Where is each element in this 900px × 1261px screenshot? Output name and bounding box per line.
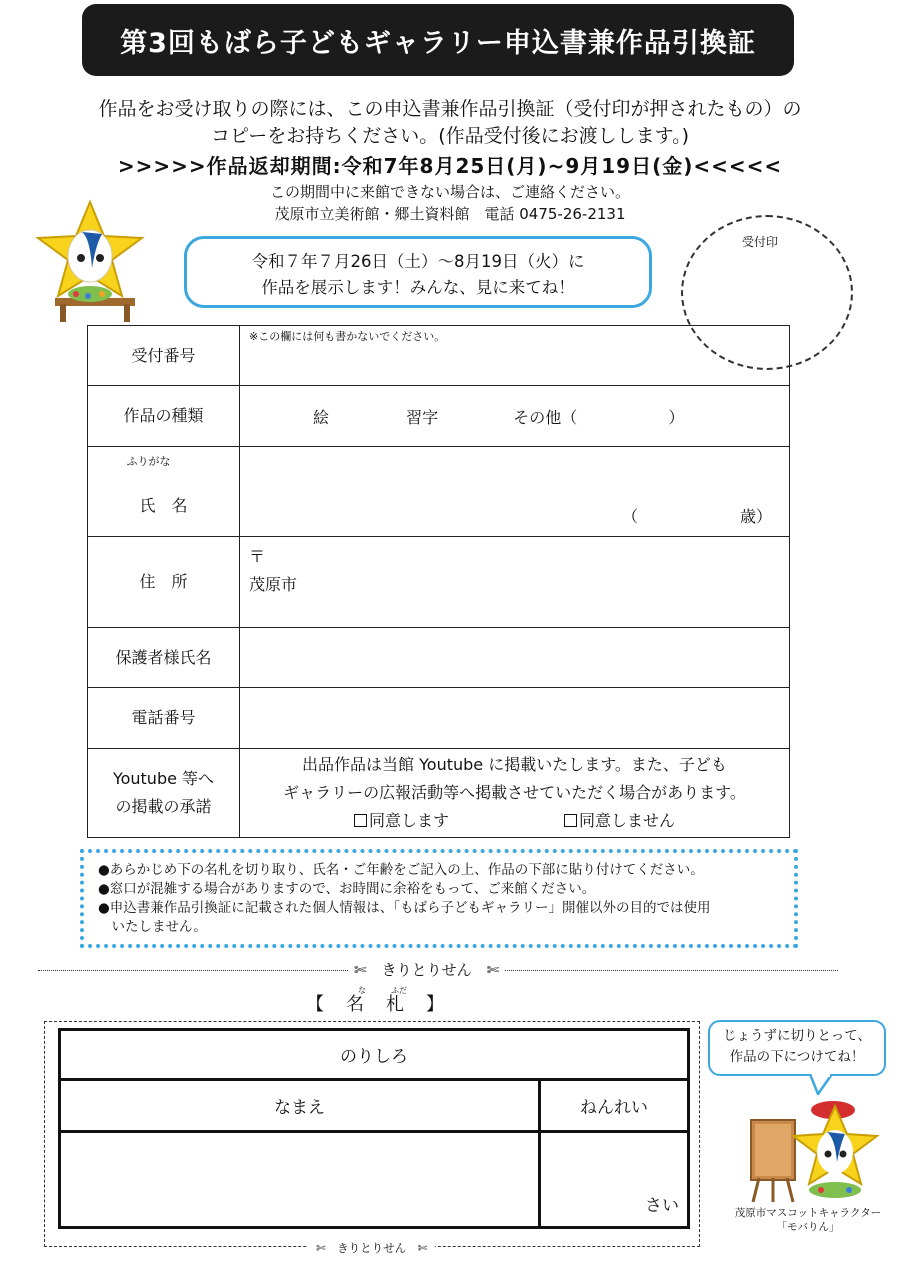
note-item: ●あらかじめ下の名札を切り取り、氏名・ご年齢をご記入の上、作品の下部に貼り付けてください。 <box>98 862 704 878</box>
exhibition-speech-bubble <box>184 236 652 308</box>
type-option-other[interactable]: その他（ <box>513 407 578 427</box>
name-label: 氏 名 <box>139 496 188 515</box>
consent-label-1: Youtube 等へ <box>112 769 215 788</box>
bubble-line-2: 作品を展示します！みんな、見に来てね！ <box>261 278 575 297</box>
cut-tip-speech-bubble <box>708 1020 886 1076</box>
return-period: >>>>>作品返却期間:令和7年8月25日(月)~9月19日(金)<<<<< <box>117 154 783 178</box>
nameplate-name-field[interactable] <box>60 1132 540 1228</box>
bubble-line-1: 令和７年７月26日（土）～8月19日（火）に <box>251 252 585 271</box>
agree-label: 同意します <box>368 811 449 830</box>
note-item: ●窓口が混雑する場合がありますので、お時間に余裕をもって、ご来館ください。 <box>98 881 596 897</box>
stamp-label: 受付印 <box>742 235 779 249</box>
nameplate-age-field[interactable] <box>540 1132 689 1228</box>
caption-line-1: 茂原市マスコットキャラクター <box>734 1207 882 1219</box>
speech2-tail-icon <box>808 1074 838 1096</box>
consent-label-cell <box>88 749 240 838</box>
note-item: ●申込書兼作品引換証に記載された個人情報は、「もばら子どもギャラリー」開催以外の目的では使用 <box>98 900 711 916</box>
city-name: 茂原市 <box>249 575 298 594</box>
agree-checkbox[interactable] <box>354 814 367 827</box>
ruby-na: な <box>358 986 366 995</box>
reception-number-label: 受付番号 <box>88 326 240 386</box>
guardian-name-field[interactable] <box>240 628 790 688</box>
age-heading: ねんれい <box>540 1080 689 1132</box>
note-item: いたしません。 <box>98 919 207 935</box>
page-title: 第3回もばら子どもギャラリー申込書兼作品引換証 <box>82 4 794 76</box>
mascot-easel-icon <box>745 1100 885 1204</box>
reception-note: ※この欄には何も書かないでください。 <box>249 330 446 343</box>
contact-note: この期間中に来館できない場合は、ご連絡ください。 <box>269 183 630 201</box>
phone-field[interactable] <box>240 688 790 749</box>
cut-label: ✄ きりとりせん ✄ <box>348 959 505 980</box>
mascot-caption <box>726 1206 890 1234</box>
type-option-calligraphy[interactable]: 習字 <box>406 407 439 427</box>
bottom-cut-label: ✄ きりとりせん ✄ <box>308 1240 435 1256</box>
disagree-option[interactable] <box>564 811 675 830</box>
address-field[interactable] <box>240 537 790 628</box>
notes-box <box>80 849 798 948</box>
caption-line-2: 「モバりん」 <box>776 1221 840 1233</box>
glue-margin: のりしろ <box>60 1030 689 1080</box>
speech2-line-1: じょうずに切りとって、 <box>723 1028 871 1044</box>
disagree-label: 同意しません <box>579 811 676 830</box>
ruby-fuda: ふだ <box>391 986 407 995</box>
type-option-other-close: ） <box>668 407 685 427</box>
address-label: 住 所 <box>88 537 240 628</box>
nameplate <box>58 1028 690 1229</box>
consent-text-2: ギャラリーの広報活動等へ掲載させていただく場合があります。 <box>283 783 746 802</box>
name-heading: なまえ <box>60 1080 540 1132</box>
nameplate-title: 【 名 札 】 <box>306 994 446 1015</box>
consent-field <box>240 749 790 838</box>
phone-label: 電話番号 <box>88 688 240 749</box>
contact-info: 茂原市立美術館・郷土資料館 電話 0475-26-2131 <box>274 205 626 223</box>
speech2-line-2: 作品の下につけてね！ <box>729 1049 865 1065</box>
artwork-type-field[interactable] <box>240 386 790 447</box>
mascot-painting-icon <box>30 198 150 324</box>
disagree-checkbox[interactable] <box>564 814 577 827</box>
age-open: （ <box>622 507 639 526</box>
age-close: 歳） <box>740 507 773 526</box>
postal-mark: 〒 <box>249 547 266 566</box>
name-field[interactable] <box>240 447 790 537</box>
consent-text-1: 出品作品は当館 Youtube に掲載いたします。また、子ども <box>302 755 727 774</box>
furigana-label: ふりがな <box>126 455 171 468</box>
consent-label-2: の掲載の承諾 <box>115 797 212 816</box>
name-label-cell <box>88 447 240 537</box>
agree-option[interactable] <box>354 811 449 830</box>
age-unit: さい <box>645 1196 679 1216</box>
intro-line-2: コピーをお持ちください。(作品受付後にお渡しします。) <box>210 125 690 147</box>
application-form <box>87 325 790 838</box>
guardian-name-label: 保護者様氏名 <box>88 628 240 688</box>
type-option-painting[interactable]: 絵 <box>313 407 330 427</box>
intro-line-1: 作品をお受け取りの際には、この申込書兼作品引換証（受付印が押されたもの）の <box>98 98 802 120</box>
artwork-type-label: 作品の種類 <box>88 386 240 447</box>
